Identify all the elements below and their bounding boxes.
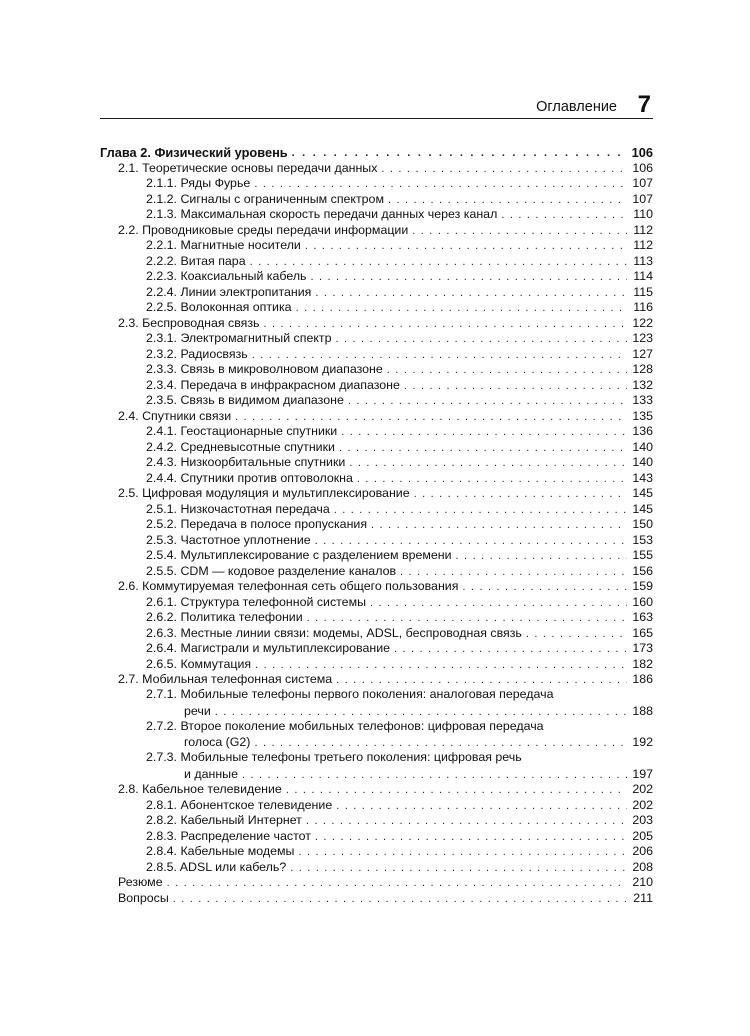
toc-entry-label: 2.3.4. Передача в инфракрасном диапазоне (146, 377, 400, 392)
dot-leader (526, 627, 627, 641)
toc-entry-label: и данные (184, 766, 238, 781)
dot-leader (306, 814, 627, 828)
toc-entry-label: 2.3.1. Электромагнитный спектр (146, 331, 332, 345)
dot-leader (394, 642, 627, 656)
toc-subsection-entry[interactable] (100, 439, 653, 455)
dot-leader (462, 580, 627, 594)
toc-entry-page: 211 (633, 890, 653, 905)
toc-subsection-entry[interactable] (100, 331, 653, 347)
toc-entry-page: 107 (632, 191, 653, 206)
dot-leader (215, 705, 627, 719)
dot-leader (263, 317, 627, 331)
dot-leader (348, 394, 627, 408)
toc-entry-page: 186 (632, 672, 653, 686)
dot-leader (371, 518, 627, 532)
running-header (100, 91, 653, 118)
table-of-contents (100, 138, 653, 906)
toc-section-entry[interactable] (100, 782, 653, 798)
toc-section-entry[interactable] (100, 672, 653, 688)
dot-leader (242, 768, 627, 782)
toc-entry-label: 2.6. Коммутируемая телефонная сеть общего пользования (118, 579, 459, 593)
toc-entry-page: 159 (632, 579, 653, 593)
dot-leader (305, 239, 627, 253)
toc-entry-label: 2.2. Проводниковые среды передачи информации (118, 222, 409, 237)
toc-chapter-entry[interactable] (100, 138, 653, 160)
dot-leader (388, 193, 627, 207)
dot-leader (290, 861, 627, 875)
toc-entry-label: 2.6.4. Магистрали и мультиплексирование (146, 641, 391, 655)
toc-subsection-entry[interactable] (100, 594, 653, 610)
toc-entry-page: 140 (632, 439, 653, 454)
toc-entry-page: 153 (632, 532, 653, 547)
toc-entry-label: Глава 2. Физический уровень (100, 145, 288, 160)
toc-entry-page: 115 (633, 284, 653, 299)
toc-entry-label: 2.5.3. Частотное уплотнение (146, 532, 311, 547)
dot-leader (334, 503, 627, 517)
toc-entry-label: 2.8. Кабельное телевидение (118, 782, 282, 796)
toc-entry-label: 2.8.2. Кабельный Интернет (146, 813, 302, 827)
toc-entry-page: 112 (633, 222, 653, 237)
toc-entry-label: 2.5.4. Мультиплексирование с разделением времени (146, 548, 452, 562)
toc-subsection-entry[interactable] (100, 269, 653, 285)
toc-subsection-entry[interactable] (100, 517, 653, 533)
toc-subsection-entry[interactable] (100, 455, 653, 471)
toc-entry-page: 192 (632, 735, 653, 749)
toc-entry-page: 150 (632, 517, 653, 531)
toc-section-entry[interactable] (100, 579, 653, 595)
toc-entry-label: речи (184, 703, 211, 718)
dot-leader (349, 456, 627, 470)
dot-leader (400, 565, 627, 579)
dot-leader (286, 783, 627, 797)
toc-entry-label: 2.6.5. Коммутация (146, 656, 252, 671)
dot-leader (250, 255, 627, 269)
toc-entry-label: 2.2.2. Витая пара (146, 253, 246, 268)
toc-entry-label: 2.6.3. Местные линии связи: модемы, ADSL, беспроводная связь (146, 625, 522, 640)
toc-subsection-entry[interactable] (100, 470, 653, 486)
toc-entry-label: 2.5.5. CDM — кодовое разделение каналов (146, 563, 397, 578)
toc-entry-label: Вопросы (118, 890, 169, 905)
dot-leader (335, 332, 627, 346)
toc-subsection-entry[interactable] (100, 563, 653, 579)
toc-section-entry[interactable] (100, 222, 653, 238)
toc-entry-label: 2.8.3. Распределение частот (146, 828, 311, 843)
toc-subsection-entry[interactable] (100, 377, 653, 393)
toc-entry-page: 143 (632, 470, 653, 485)
toc-entry-label: 2.5.1. Низкочастотная передача (146, 501, 330, 516)
toc-entry-page: 206 (632, 844, 653, 858)
dot-leader (381, 162, 627, 176)
toc-subsection-entry[interactable] (100, 797, 653, 813)
dot-leader (456, 549, 627, 563)
dot-leader (336, 673, 627, 687)
toc-entry-page: 210 (632, 875, 653, 889)
dot-leader (336, 799, 627, 813)
toc-entry-label: 2.6.2. Политика телефонии (146, 610, 303, 624)
toc-entry-label: 2.4. Спутники связи (118, 408, 232, 423)
toc-subsection-entry[interactable] (100, 548, 653, 564)
toc-entry-page: 145 (632, 501, 653, 516)
dot-leader (311, 270, 627, 284)
toc-entry-page: 160 (632, 594, 653, 609)
toc-entry-page: 127 (632, 346, 653, 361)
toc-entry-page: 155 (632, 548, 653, 562)
toc-section-entry[interactable] (100, 890, 653, 906)
toc-section-entry[interactable] (100, 875, 653, 891)
toc-entry-page: 114 (633, 269, 653, 283)
header-rule (100, 118, 653, 119)
toc-subsection-entry[interactable] (100, 859, 653, 875)
dot-leader (252, 348, 627, 362)
toc-entry-label: 2.2.5. Волоконная оптика (146, 300, 292, 314)
dot-leader (315, 534, 627, 548)
toc-entry-page: 136 (632, 424, 653, 438)
dot-leader (296, 301, 627, 315)
toc-entry-page: 110 (633, 207, 653, 221)
toc-entry-label: 2.1. Теоретические основы передачи данных (118, 160, 378, 175)
toc-entry-label: 2.1.2. Сигналы с ограниченным спектром (146, 191, 384, 206)
dot-leader (341, 425, 627, 439)
toc-subsection-entry[interactable] (100, 610, 653, 626)
toc-entry-label: Резюме (118, 875, 163, 889)
toc-entry-label: 2.4.4. Спутники против оптоволокна (146, 470, 353, 485)
dot-leader (404, 379, 627, 393)
toc-subsection-entry[interactable] (100, 346, 653, 362)
toc-entry-page: 112 (633, 238, 653, 252)
toc-entry-first-line: 2.7.1. Мобильные телефоны первого поколения: аналоговая передача (146, 687, 554, 701)
toc-entry-page: 122 (632, 315, 653, 330)
toc-entry-page: 123 (632, 331, 653, 345)
toc-subsection-entry[interactable] (100, 300, 653, 316)
toc-subsection-entry[interactable] (100, 207, 653, 223)
toc-subsection-entry[interactable] (100, 238, 653, 254)
toc-entry-page: 140 (632, 455, 653, 469)
dot-leader (167, 876, 627, 890)
toc-entry-label: 2.3.3. Связь в микроволновом диапазоне (146, 362, 383, 376)
toc-entry-page: 156 (632, 563, 653, 578)
toc-subsection-entry[interactable] (100, 191, 653, 207)
toc-entry-label: голоса (G2) (184, 735, 251, 749)
toc-entry-page: 128 (632, 362, 653, 376)
toc-entry-label: 2.1.1. Ряды Фурье (146, 176, 251, 190)
toc-entry-page: 107 (632, 176, 653, 190)
toc-subsection-entry[interactable] (100, 703, 653, 719)
toc-entry-label: 2.8.1. Абонентское телевидение (146, 797, 333, 812)
toc-entry-label: 2.4.3. Низкоорбитальные спутники (146, 455, 346, 469)
toc-entry-page: 208 (632, 859, 653, 874)
toc-subsection-entry[interactable] (100, 828, 653, 844)
toc-subsection-entry[interactable] (100, 735, 653, 751)
toc-entry-first-line: 2.7.3. Мобильные телефоны третьего поколения: цифровая речь (146, 750, 522, 764)
toc-entry-label: 2.1.3. Максимальная скорость передачи данных через канал (146, 207, 498, 221)
toc-subsection-entry[interactable] (100, 625, 653, 641)
dot-leader (339, 441, 627, 455)
toc-entry-page: 182 (632, 656, 653, 671)
toc-entry-page: 116 (633, 300, 653, 314)
toc-entry-label: 2.8.5. ADSL или кабель? (146, 859, 287, 874)
toc-subsection-entry[interactable] (100, 656, 653, 672)
toc-subsection-entry[interactable] (100, 641, 653, 657)
dot-leader (292, 146, 627, 160)
dot-leader (173, 892, 627, 906)
dot-leader (315, 830, 627, 844)
toc-entry-page: 188 (632, 703, 653, 718)
toc-entry-label: 2.4.2. Средневысотные спутники (146, 439, 335, 454)
toc-entry-label: 2.7. Мобильная телефонная система (118, 672, 333, 686)
toc-entry-page: 202 (632, 797, 653, 812)
toc-section-entry[interactable] (100, 315, 653, 331)
toc-entry-page: 133 (632, 393, 653, 407)
toc-entry-label: 2.2.3. Коаксиальный кабель (146, 269, 307, 283)
toc-subsection-entry[interactable] (100, 253, 653, 269)
toc-entry-label: 2.2.1. Магнитные носители (146, 238, 301, 252)
toc-entry-page: 106 (631, 145, 653, 160)
dot-leader (298, 845, 627, 859)
toc-entry-first-line: 2.7.2. Второе поколение мобильных телефонов: цифровая передача (146, 718, 544, 733)
page-number: 7 (637, 91, 651, 118)
toc-entry-page: 205 (632, 828, 653, 843)
dot-leader (254, 177, 627, 191)
toc-subsection-entry[interactable] (100, 844, 653, 860)
toc-entry-label: 2.4.1. Геостационарные спутники (146, 424, 338, 438)
toc-section-entry[interactable] (100, 486, 653, 502)
dot-leader (254, 736, 627, 750)
toc-entry-page: 173 (632, 641, 653, 655)
toc-entry-page: 132 (632, 377, 653, 392)
toc-entry-page: 113 (633, 253, 653, 268)
toc-entry-page: 165 (632, 625, 653, 640)
dot-leader (235, 410, 627, 424)
toc-subsection-entry[interactable] (100, 766, 653, 782)
toc-entry-label: 2.5.2. Передача в полосе пропускания (146, 517, 368, 531)
dot-leader (414, 487, 627, 501)
toc-section-entry[interactable] (100, 408, 653, 424)
dot-leader (315, 286, 627, 300)
dot-leader (370, 596, 627, 610)
toc-entry-label: 2.6.1. Структура телефонной системы (146, 594, 366, 609)
dot-leader (255, 658, 627, 672)
dot-leader (412, 224, 627, 238)
toc-entry-label: 2.8.4. Кабельные модемы (146, 844, 295, 858)
toc-entry-page: 145 (632, 486, 653, 500)
toc-subsection-entry[interactable] (100, 393, 653, 409)
toc-entry-label: 2.3.5. Связь в видимом диапазоне (146, 393, 344, 407)
header-title: Оглавление (536, 99, 617, 115)
toc-entry-page: 202 (632, 782, 653, 796)
toc-entry-page: 163 (632, 610, 653, 624)
toc-subsection-entry[interactable] (100, 284, 653, 300)
toc-subsection-entry[interactable] (100, 501, 653, 517)
toc-entry-label: 2.5. Цифровая модуляция и мультиплексирование (118, 486, 410, 500)
toc-subsection-entry[interactable] (100, 424, 653, 440)
dot-leader (501, 208, 627, 222)
toc-entry-label: 2.2.4. Линии электропитания (146, 284, 312, 299)
toc-entry-label: 2.3. Беспроводная связь (118, 315, 260, 330)
toc-section-entry[interactable] (100, 160, 653, 176)
toc-subsection-entry[interactable] (100, 532, 653, 548)
toc-subsection-entry[interactable] (100, 176, 653, 192)
toc-entry-page: 135 (632, 408, 653, 423)
dot-leader (307, 611, 627, 625)
dot-leader (387, 363, 627, 377)
toc-entry-label: 2.3.2. Радиосвязь (146, 346, 248, 361)
toc-subsection-entry[interactable] (100, 813, 653, 829)
toc-entry-page: 203 (632, 813, 653, 827)
dot-leader (357, 472, 627, 486)
toc-entry-page: 106 (632, 160, 653, 175)
toc-subsection-entry[interactable] (100, 362, 653, 378)
toc-entry-page: 197 (632, 766, 653, 781)
